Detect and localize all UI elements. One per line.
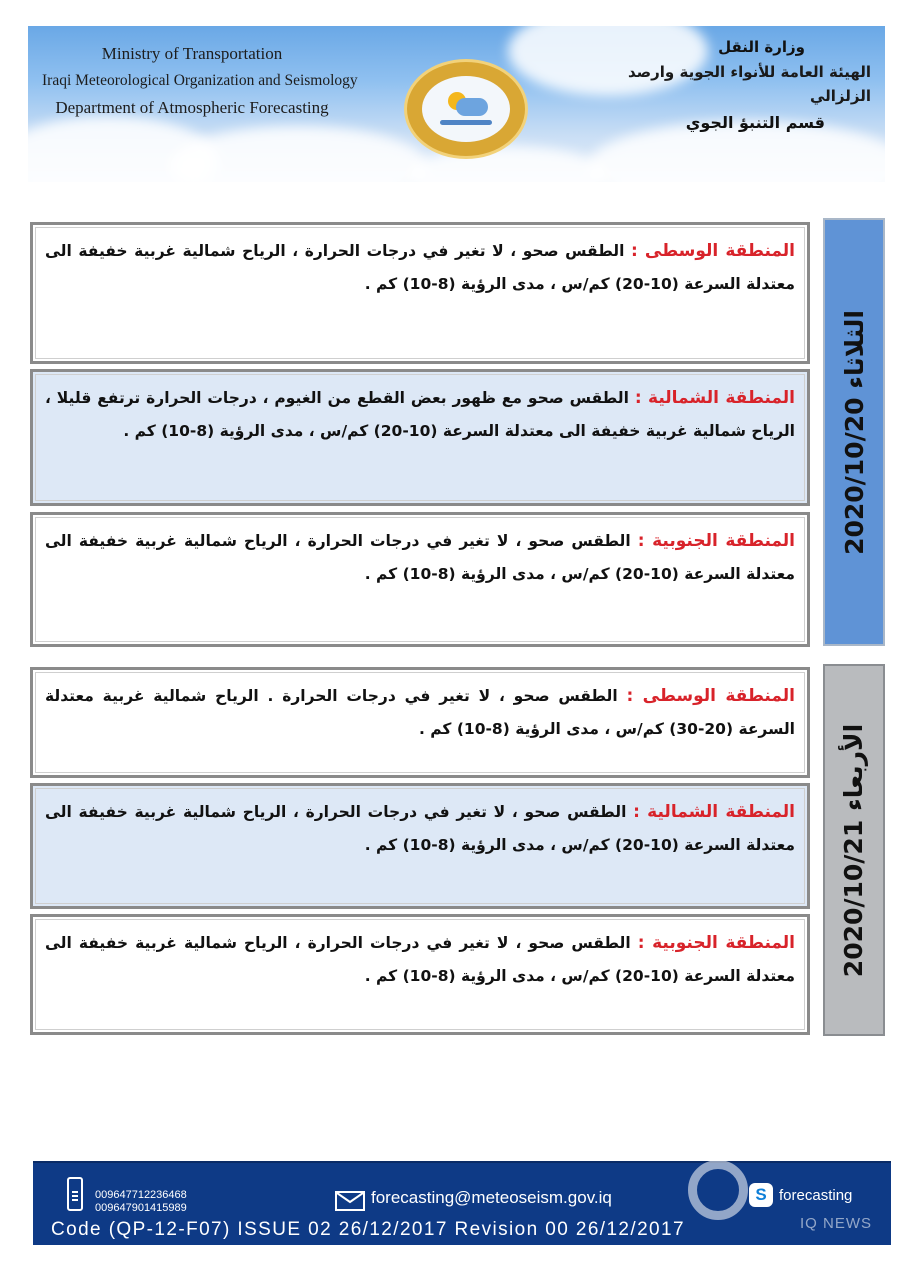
arabic-org-title (611, 34, 871, 138)
region-name: المنطقة الجنوبية : (637, 531, 796, 551)
organization-name-ar: الهيئة العامة للأنواء الجوية وارصد الزلزالي (627, 63, 871, 105)
organization-name: Iraqi Meteorological Organization and Seismology (42, 72, 358, 89)
forecast-box-day2-central (30, 667, 810, 778)
region-name: المنطقة الوسطى : (631, 241, 795, 261)
date-band-day1 (823, 218, 885, 646)
skype-handle[interactable]: forecasting (779, 1187, 853, 1204)
region-name: المنطقة الشمالية : (634, 388, 795, 408)
region-name: المنطقة الجنوبية : (637, 933, 796, 953)
forecast-text: الطقس صحو مع ظهور بعض القطع من الغيوم ، درجات الحرارة ترتفع قليلا ، الرياح شمالية غربية خفيفة الى معتدلة السرعة (10-20) كم/س ، مدى الرؤية (8-10) كم . (45, 389, 795, 440)
date-label: 2020/10/20 (839, 397, 869, 555)
date-label: 2020/10/21 (839, 819, 869, 977)
watermark-text: IQ NEWS (800, 1215, 873, 1232)
date-band-day2 (823, 664, 885, 1036)
phone-number[interactable]: 009647712236468 (95, 1189, 187, 1201)
document-code: Code (QP-12-F07) ISSUE 02 26/12/2017 Revision 00 26/12/2017 (51, 1219, 685, 1240)
ministry-name-ar: وزارة النقل (718, 38, 805, 56)
forecast-text: الطقس صحو ، لا تغير في درجات الحرارة ، الرياح شمالية غربية خفيفة الى معتدلة السرعة (10-20) كم/س ، مدى الرؤية (8-10) كم . (45, 242, 795, 293)
forecast-text: الطقس صحو ، لا تغير في درجات الحرارة . الرياح شمالية غربية معتدلة السرعة (20-30) كم/س ، مدى الرؤية (8-10) كم . (45, 687, 795, 738)
department-name-ar: قسم التنبؤ الجوي (685, 113, 825, 132)
forecast-text: الطقس صحو ، لا تغير في درجات الحرارة ، الرياح شمالية غربية خفيفة الى معتدلة السرعة (10-20) كم/س ، مدى الرؤية (8-10) كم . (45, 934, 795, 985)
weekday-label: الأربعاء (839, 723, 869, 811)
forecast-box-day2-south (30, 914, 810, 1035)
weekday-label: الثلاثاء (839, 309, 869, 389)
footer-bar (33, 1161, 891, 1245)
ministry-name: Ministry of Transportation (101, 44, 283, 63)
phone-numbers (95, 1189, 187, 1215)
forecast-text: الطقس صحو ، لا تغير في درجات الحرارة ، الرياح شمالية غربية خفيفة الى معتدلة السرعة (10-20) كم/س ، مدى الرؤية (8-10) كم . (45, 803, 795, 854)
envelope-icon (335, 1191, 365, 1211)
watermark-logo-icon (688, 1160, 748, 1220)
organization-seal-icon (404, 59, 528, 159)
region-name: المنطقة الوسطى : (626, 686, 795, 706)
region-name: المنطقة الشمالية : (633, 802, 795, 822)
forecast-box-day2-north (30, 783, 810, 909)
mobile-phone-icon (67, 1177, 83, 1211)
english-org-title (42, 40, 358, 121)
forecast-box-day1-central (30, 222, 810, 364)
skype-icon: S (749, 1183, 773, 1207)
forecast-box-day1-north (30, 369, 810, 506)
forecast-text: الطقس صحو ، لا تغير في درجات الحرارة ، الرياح شمالية غربية خفيفة الى معتدلة السرعة (10-20) كم/س ، مدى الرؤية (8-10) كم . (45, 532, 795, 583)
forecast-box-day1-south (30, 512, 810, 647)
department-name: Department of Atmospheric Forecasting (55, 98, 329, 117)
header-banner (28, 26, 885, 182)
phone-number[interactable]: 009647901415989 (95, 1202, 187, 1214)
email-link[interactable]: forecasting@meteoseism.gov.iq (371, 1188, 612, 1207)
cloud-decoration (168, 126, 428, 182)
